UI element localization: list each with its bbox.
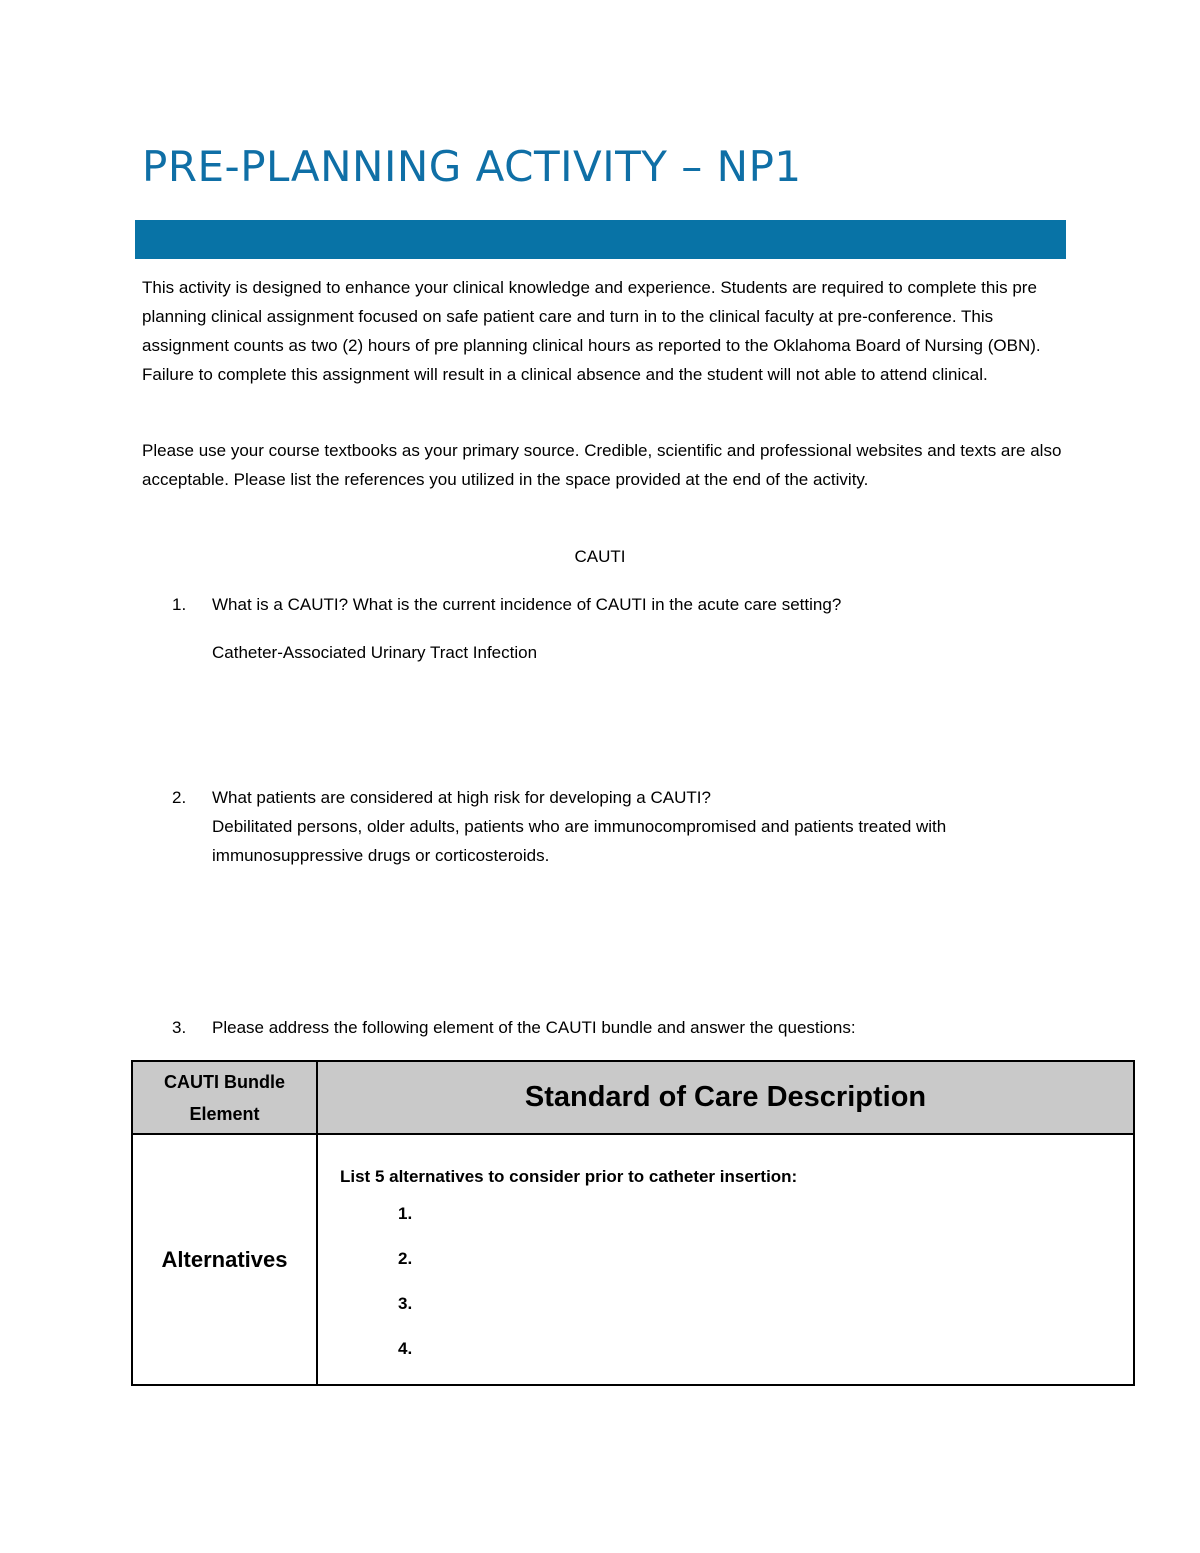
alternatives-cell: [317, 1134, 1134, 1385]
question-number: 2.: [172, 788, 187, 807]
list-item: 4.: [398, 1339, 413, 1358]
question-3: [172, 1013, 1062, 1042]
section-heading: CAUTI: [574, 547, 626, 566]
page-title: PRE-PLANNING ACTIVITY – NP1: [142, 142, 802, 191]
question-number: 3.: [172, 1018, 187, 1037]
row-label-alternatives: Alternatives: [132, 1134, 317, 1385]
question-2: [172, 783, 1062, 870]
question-1: [172, 590, 1062, 619]
alternatives-prompt: List 5 alternatives to consider prior to catheter insertion:: [340, 1167, 798, 1186]
list-item: 2.: [398, 1249, 413, 1268]
table-row: [132, 1134, 1134, 1385]
question-number: 1.: [172, 595, 187, 614]
table-header-row: [132, 1061, 1134, 1134]
intro-paragraph-1: This activity is designed to enhance your clinical knowledge and experience. Students are required to complete this pre planning clinical assignment focused on safe patient care and turn in to the clinical faculty at pre-conference. This assignment counts as two (2) hours of pre planning clinical hours as reported to the Oklahoma Board of Nursing (OBN). Failure to complete this assignment will result in a clinical absence and the student will not able to attend clinical.: [142, 278, 1041, 384]
header-bundle-element: CAUTI Bundle Element: [132, 1061, 317, 1134]
alternatives-list: [318, 1191, 1133, 1371]
question-1-answer: Catheter-Associated Urinary Tract Infection: [212, 643, 538, 662]
question-text: What is a CAUTI? What is the current incidence of CAUTI in the acute care setting?: [212, 595, 842, 614]
intro-paragraph-2: Please use your course textbooks as your primary source. Credible, scientific and professional websites and texts are also acceptable. Please list the references you utilized in the space provided at the end of the activity.: [142, 441, 1062, 489]
header-standard-of-care: Standard of Care Description: [317, 1061, 1134, 1134]
title-underline-bar: [135, 220, 1066, 259]
question-text: Please address the following element of the CAUTI bundle and answer the questions:: [212, 1018, 856, 1037]
cauti-bundle-table: [131, 1060, 1135, 1386]
question-2-answer: Debilitated persons, older adults, patients who are immunocompromised and patients treated with immunosuppressive drugs or corticosteroids.: [212, 817, 947, 865]
question-text: What patients are considered at high risk for developing a CAUTI?: [212, 788, 711, 807]
list-item: 1.: [398, 1204, 413, 1223]
list-item: 3.: [398, 1294, 413, 1313]
